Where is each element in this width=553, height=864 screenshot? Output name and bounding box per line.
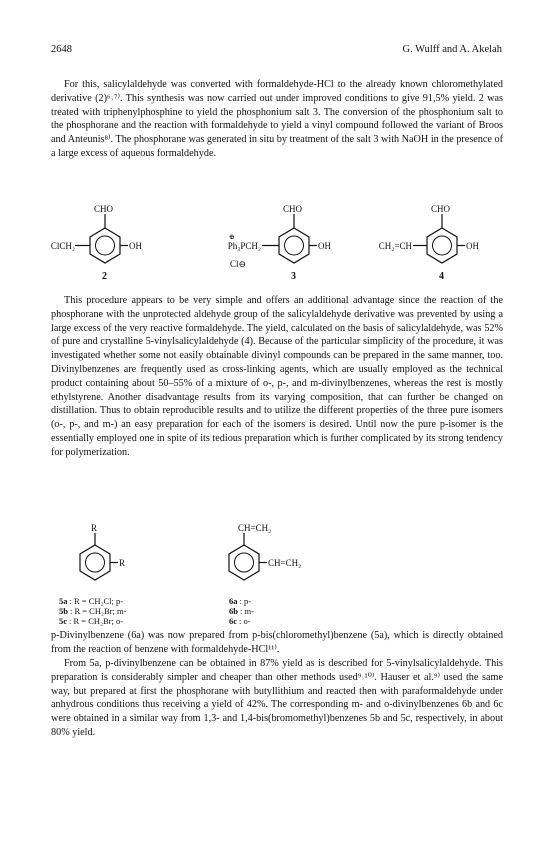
compound6-side-vinyl: CH=CH₂ — [268, 558, 302, 568]
caption-5c-id: 5c — [59, 616, 68, 626]
caption-5b-id: 5b — [59, 606, 68, 616]
compound3-phosphonium-charge: ⊕ — [229, 233, 235, 241]
caption-5a-text: : R = CH₂Cl; p- — [69, 596, 124, 606]
benzene-ring-6 — [229, 545, 259, 580]
compound4-number: 4 — [439, 271, 444, 282]
compound2-number: 2 — [102, 271, 107, 282]
compound5-side-r: R — [119, 558, 126, 568]
caption-6a-id: 6a — [229, 596, 238, 606]
caption-5b-text: : R = CH₂Br; m- — [69, 606, 127, 616]
caption-6a-text: : p- — [239, 596, 252, 606]
paragraph-p-divinylbenzene: p-Divinylbenzene (6a) was now prepared from p-bis(chloromethyl)benzene (5a), which is directly obtained from the reaction of benzene with formaldehyde-HCl¹¹⁾. — [51, 630, 503, 655]
benzene-ring-5 — [80, 545, 110, 580]
caption-6c — [229, 616, 251, 626]
caption-5a-id: 5a — [59, 596, 68, 606]
page-number: 2648 — [51, 44, 72, 55]
caption-6a — [229, 596, 251, 606]
compound3-oh: OH — [318, 241, 331, 251]
compound5-top-r: R — [91, 523, 98, 533]
caption-5c-text: : R = CH₂Br; o- — [69, 616, 124, 626]
paragraph-procedure-discussion: This procedure appears to be very simple and offers an additional advantage since the reaction of the phosphorane with the unprotected aldehyde group of the salicylaldehyde derivative was prevented by using a large excess of the very reactive formaldehyde. The yield, calculated on the basis of salicylaldehyde, was 52% of pure and crystalline 5-vinylsalicylaldehyde (4). Because of the particular simplicity of the procedure, it was investigated whether some not easily obtainable divinyl compounds can be prepared in the same manner, too. Divinylbenzenes are frequently used as cross-linking agents, which are usually employed as the technical product containing about 50–55% of a mixture of o-, p-, and m-divinylbenzenes, whereas the rest is mostly ethylstyrene. Another disadvantage results from its varying composition, that can further be changed on distillation. Thus to obtain reproducible results and to utilize the different properties of the three pure isomers (o-, p-, and m-) an easy preparation for each of the isomers is desired. Until now the pure p-isomer is the essentially employed one in spite of its tedious preparation which is further complicated by its strong tendency for polymerization. — [51, 295, 503, 458]
caption-5b — [59, 606, 127, 616]
aromatic-circle-6 — [235, 553, 254, 572]
running-authors: G. Wulff and A. Akelah — [402, 44, 502, 55]
compound6-top-vinyl: CH=CH₂ — [238, 523, 272, 533]
compound2-cho: CHO — [94, 204, 114, 214]
caption-6c-id: 6c — [229, 616, 238, 626]
paragraph-synthesis-intro: For this, salicylaldehyde was converted with formaldehyde-HCl to the already known chloromethylated derivative (2)⁶˒⁷⁾. This synthesis was now carried out under improved conditions to give 91,5% yield. 2 was treated with triphenylphosphine to yield the phosphonium salt 3. The conversion of the phosphonium salt to the phosphorane and the reaction with formaldehyde to yield a vinyl compound followed the variant of Broos and Anteunis⁸⁾. The phosphorane was generated in situ by treatment of the salt 3 with NaOH in the presence of a large excess of aqueous formaldehyde. — [51, 79, 503, 159]
caption-5a — [59, 596, 123, 606]
compound3-cho: CHO — [283, 204, 303, 214]
compound4-vinyl: CH₂=CH — [378, 241, 412, 251]
paragraph-divinylbenzene-yields: From 5a, p-divinylbenzene can be obtained in 87% yield as is described for 5-vinylsalicylaldehyde. This preparation is considerably simpler and cheaper than other methods used⁹˒¹⁰⁾. Hauser et al.⁹⁾ used the same way, but prepared at first the phosphorane with butyllithium and reacted then with paraformaldehyde under anhydrous conditions thus receiving a yield of 42%. The corresponding m- and o-divinylbenzenes 6b and 6c were obtained in a similar way from 1,3- and 1,4-bis(bromomethyl)benzenes 5b and 5c, respectively, in about 80% yield. — [51, 658, 503, 738]
aromatic-circle-5 — [86, 553, 105, 572]
captions-compound-5 — [59, 596, 127, 626]
compound3-ph3pch2: Ph₃PCH₂ — [227, 241, 261, 251]
caption-6b-id: 6b — [229, 606, 238, 616]
caption-6c-text: : o- — [239, 616, 251, 626]
compound2-oh: OH — [129, 241, 142, 251]
caption-6b-text: : m- — [239, 606, 254, 616]
caption-5c — [59, 616, 123, 626]
compound3-chloride: Cl⊖ — [230, 259, 247, 269]
compound3-number: 3 — [291, 271, 296, 282]
compound4-cho: CHO — [431, 204, 451, 214]
compound2-clch2: ClCH₂ — [50, 241, 75, 251]
structure-compound-6 — [229, 523, 301, 626]
structure-compound-5 — [59, 523, 127, 626]
compound4-oh: OH — [466, 241, 479, 251]
caption-6b — [229, 606, 254, 616]
captions-compound-6 — [229, 596, 254, 626]
